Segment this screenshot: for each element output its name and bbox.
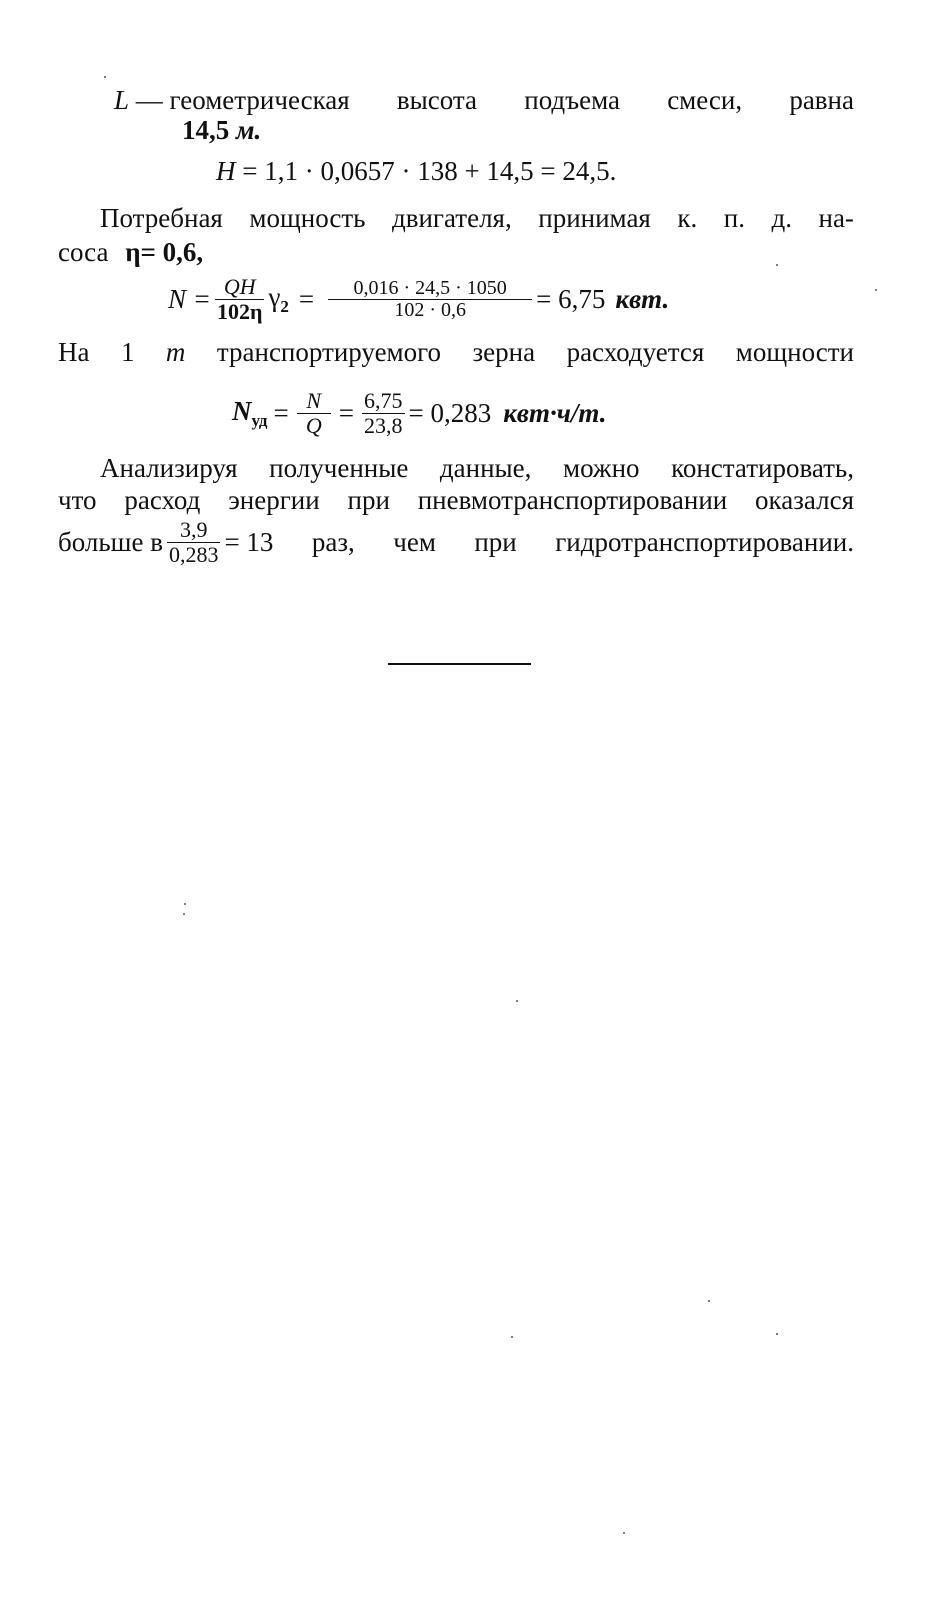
gamma-letter: γ [268, 281, 281, 312]
h-symbol: H [216, 156, 236, 186]
conclusion-pre-text: больше в [58, 526, 163, 557]
conclusion-line-1 [100, 452, 854, 484]
nud-fraction-2-numerator: 6,75 [364, 388, 403, 414]
l-definition-word: — геометрическая [135, 85, 350, 115]
scan-speck [776, 1333, 778, 1335]
n-fraction-2-numerator: 0,016 · 24,5 · 1050 [353, 276, 507, 299]
scan-speck [511, 1336, 513, 1338]
scan-speck [623, 1532, 625, 1534]
conclusion-word: при [474, 526, 517, 557]
power-intro-line-2 [58, 236, 203, 268]
conclusion-pre [58, 518, 273, 565]
gamma-subscript: 2 [280, 296, 289, 316]
scan-speck [184, 903, 186, 905]
per-ton-word: транспортируемого [216, 337, 442, 367]
n-lhs: N = [168, 283, 211, 314]
height-unit: м. [236, 115, 262, 145]
n-fraction-1 [215, 275, 265, 322]
power-intro-word: Потребная [100, 203, 223, 233]
nud-result: = 0,283 [408, 397, 492, 428]
conclusion-word: гидротранспортировании. [555, 526, 854, 557]
l-definition-word: смеси, [667, 85, 743, 115]
l-definition-word: подъема [524, 85, 620, 115]
conclusion-line-2 [58, 484, 854, 516]
nud-unit: квт·ч/т. [503, 397, 607, 428]
power-intro-line-1 [100, 202, 854, 234]
l-definition-line-2 [182, 114, 261, 146]
power-intro-word: принимая [538, 203, 651, 233]
h-rhs: = 1,1 · 0,0657 · 138 + 14,5 = 24,5. [242, 156, 617, 186]
nud-fraction-1-denominator: Q [297, 413, 331, 437]
conclusion-line-3 [58, 514, 854, 570]
scan-speck [516, 1000, 518, 1002]
conclusion-text-2: что расход энергии при пневмотранспортировании оказался [58, 485, 854, 515]
n-equation [168, 268, 669, 330]
l-definition-first [114, 84, 350, 116]
per-ton-word: т [165, 337, 186, 367]
per-ton-word: зерна [472, 337, 536, 367]
nud-fraction-1-numerator: N [306, 388, 322, 414]
scan-speck [183, 913, 185, 915]
n-equals: = [298, 283, 315, 314]
nud-lhs [232, 396, 268, 431]
power-intro-word: двигателя, [392, 203, 512, 233]
power-intro-word: п. [723, 203, 745, 233]
power-intro-word: мощность [249, 203, 366, 233]
nud-fraction-2-denominator: 23,8 [364, 412, 403, 438]
n-fraction-1-numerator: QH [223, 274, 256, 300]
power-intro-pump: соса [58, 237, 109, 267]
conclusion-word: раз, [311, 526, 355, 557]
ratio-denominator: 0,283 [168, 541, 219, 567]
nud-equation [232, 382, 607, 444]
nud-fraction-1 [297, 389, 331, 436]
n-unit: квт. [615, 283, 670, 314]
scan-speck [875, 289, 877, 291]
l-definition-word: высота [396, 85, 478, 115]
per-ton-word: 1 [120, 337, 135, 367]
l-definition-word: равна [789, 85, 854, 115]
per-ton-word: На [58, 337, 90, 367]
l-symbol: L [114, 85, 130, 115]
power-intro-word: д. [771, 203, 792, 233]
n-fraction-2 [328, 278, 532, 321]
ratio-numerator: 3,9 [179, 517, 208, 543]
n-result: = 6,75 [536, 283, 606, 314]
conclusion-word: чем [393, 526, 436, 557]
power-intro-word: на- [818, 203, 854, 233]
per-ton-line [58, 336, 854, 368]
gamma-symbol [268, 282, 288, 317]
scan-speck [104, 76, 106, 78]
scan-speck [708, 1300, 710, 1302]
conclusion-text-1: Анализируя полученные данные, можно констатировать, [100, 453, 854, 483]
section-end-rule [388, 663, 531, 665]
per-ton-word: расходуется [566, 337, 705, 367]
n-fraction-1-denominator: 102η [216, 298, 263, 324]
nud-fraction-2 [362, 389, 405, 436]
nud-equals-2: = [338, 397, 354, 428]
nud-equals-1: = [273, 397, 289, 428]
h-equation [216, 155, 616, 187]
nud-symbol: N [232, 395, 252, 426]
efficiency-value: η= 0,6, [125, 237, 204, 267]
power-intro-word: к. [677, 203, 698, 233]
scan-speck [776, 264, 778, 266]
per-ton-word: мощности [735, 337, 854, 367]
l-definition-line-1 [114, 84, 854, 116]
ratio-fraction [167, 518, 221, 565]
conclusion-word: = 13 [224, 526, 274, 557]
n-fraction-2-denominator: 102 · 0,6 [328, 299, 532, 321]
height-value: 14,5 [182, 115, 230, 145]
nud-subscript: уд [251, 410, 268, 430]
